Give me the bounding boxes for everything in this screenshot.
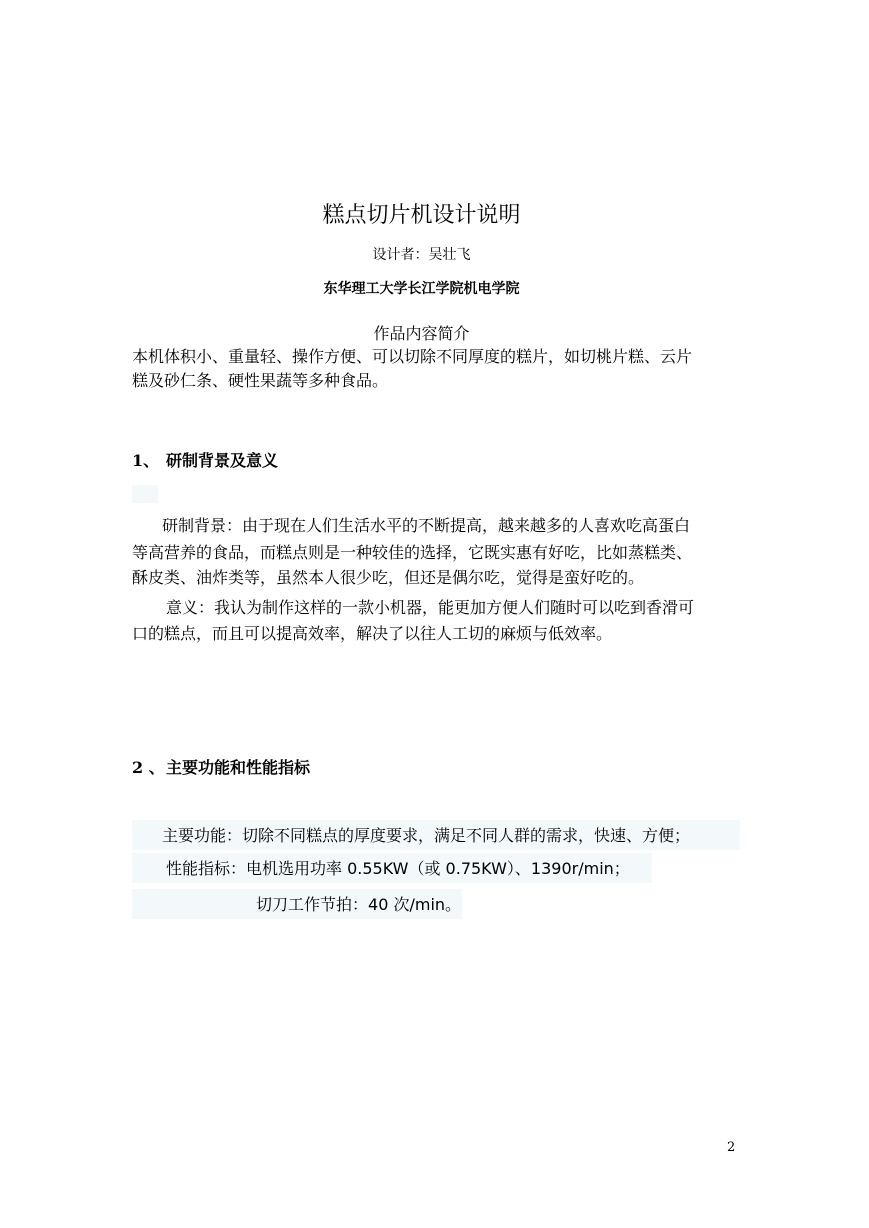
section-1-heading — [132, 450, 278, 472]
section-1-title: 研制背景及意义 — [166, 451, 279, 470]
meaning-line-1: 意义：我认为制作这样的一款小机器，能更加方便人们随时可以吃到香滑可 — [166, 598, 695, 617]
background-line-1: 研制背景：由于现在人们生活水平的不断提高，越来越多的人喜欢吃高蛋白 — [162, 516, 691, 535]
intro-heading: 作品内容简介 — [373, 324, 470, 343]
designer-line: 设计者：吴壮飞 — [372, 247, 471, 263]
meaning-line-2: 口的糕点，而且可以提高效率，解决了以往人工切的麻烦与低效率。 — [132, 624, 613, 643]
background-line-2: 等高营养的食品，而糕点则是一种较佳的选择，它既实惠有好吃，比如蒸糕类、 — [132, 543, 693, 562]
function-line: 主要功能：切除不同糕点的厚度要求，满足不同人群的需求，快速、方便； — [162, 826, 691, 845]
school-line: 东华理工大学长江学院机电学院 — [323, 281, 520, 297]
section-2-title: 主要功能和性能指标 — [166, 758, 311, 777]
section-2-heading — [132, 757, 310, 779]
performance-label: 性能指标：电机选用功率 — [166, 859, 348, 878]
performance-line — [166, 857, 630, 881]
intro-line-2: 糕及砂仁条、硬性果蔬等多种食品。 — [132, 371, 389, 390]
page-number: 2 — [727, 1140, 736, 1155]
document-title: 糕点切片机设计说明 — [322, 203, 521, 228]
background-line-3: 酥皮类、油炸类等，虽然本人很少吃，但还是偶尔吃，觉得是蛮好吃的。 — [132, 568, 645, 587]
section-2-number: 2 、 — [132, 758, 165, 777]
cut-rate-line — [256, 893, 461, 917]
performance-values: 0.55KW（或 0.75KW）、1390r/min； — [347, 859, 630, 878]
intro-line-1: 本机体积小、重量轻、操作方便、可以切除不同厚度的糕片，如切桃片糕、云片 — [132, 347, 693, 366]
highlight-block — [132, 485, 158, 503]
cut-rate-label: 切刀工作节拍： — [256, 895, 369, 914]
section-1-number: 1、 — [132, 451, 160, 470]
cut-rate-value: 40 次/min。 — [368, 895, 462, 914]
